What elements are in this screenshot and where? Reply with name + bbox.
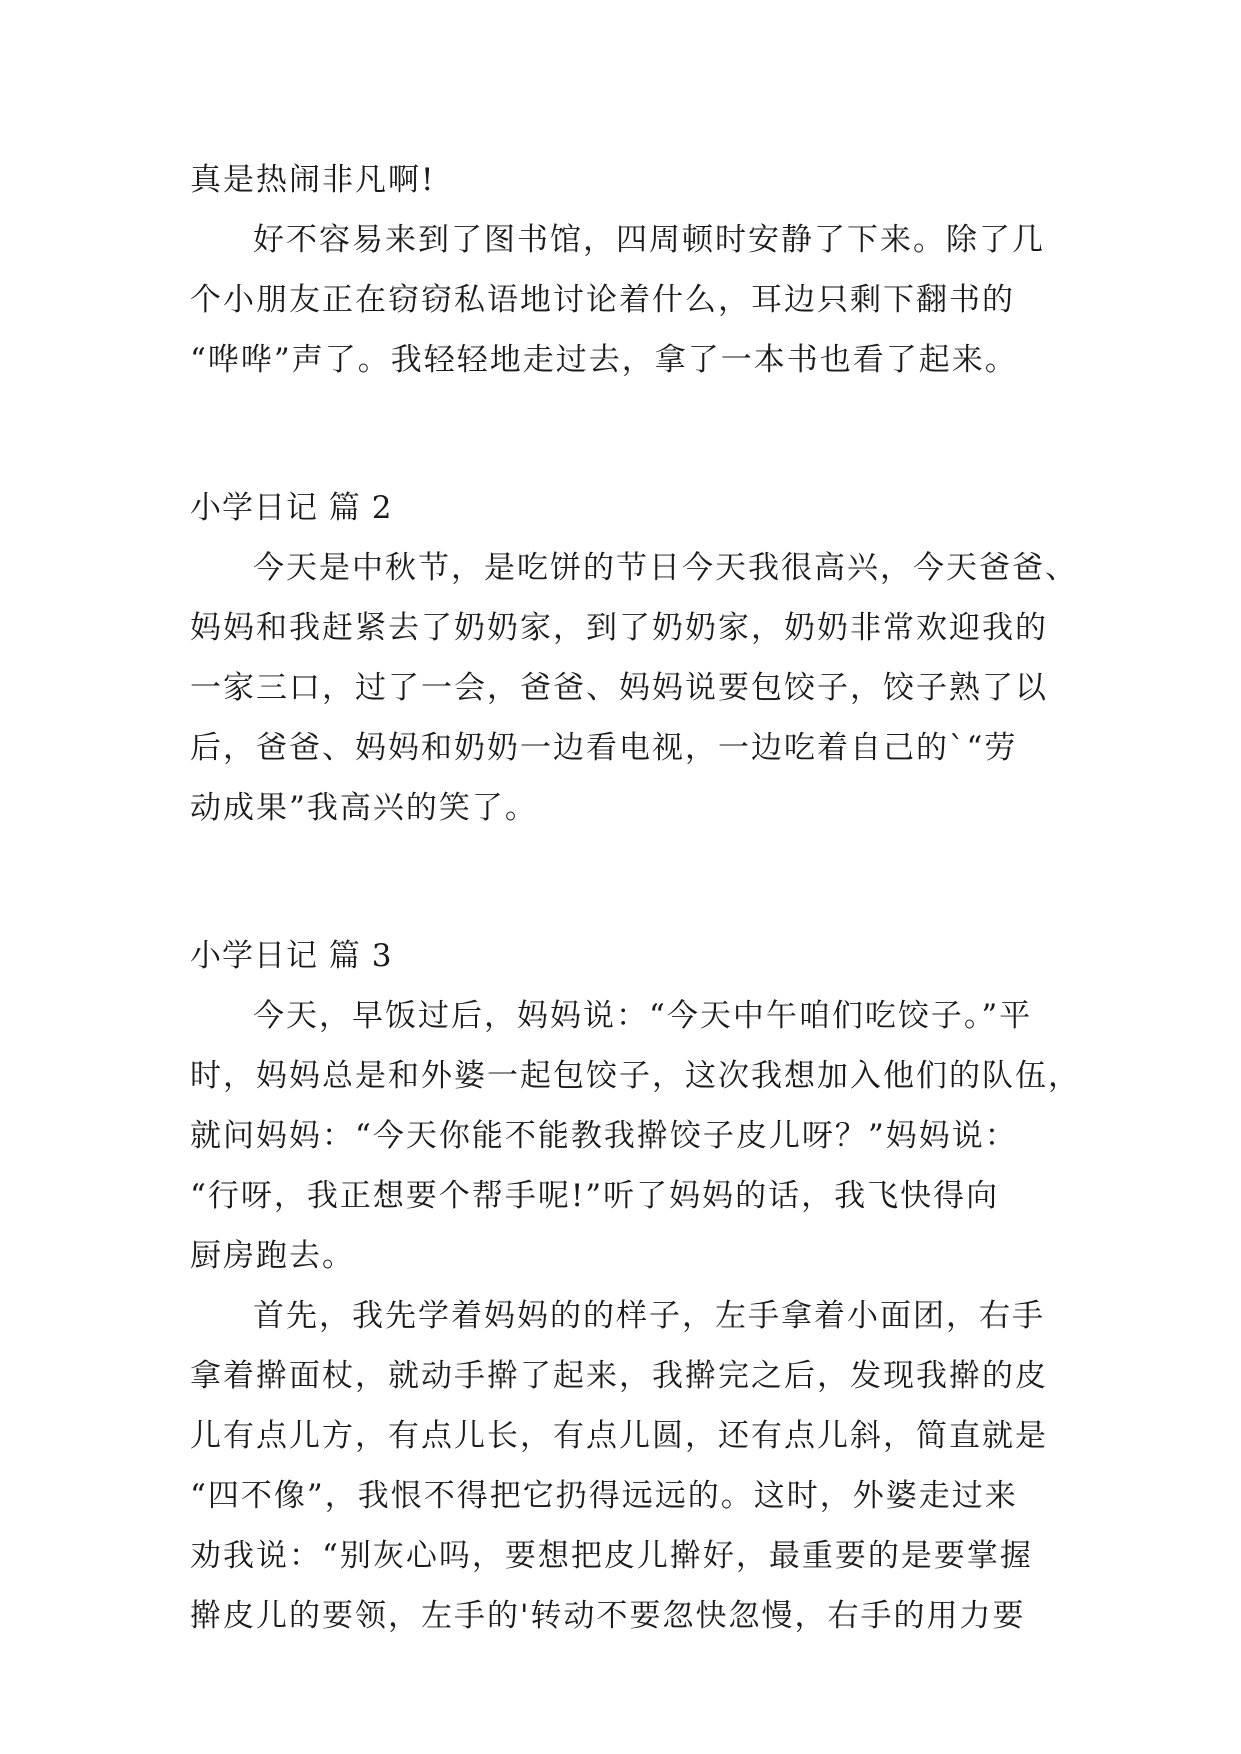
section-gap — [190, 390, 1070, 478]
paragraph-line: “行呀，我正想要个帮手呢!”听了妈妈的话，我飞快得向 — [190, 1178, 1000, 1214]
section-gap — [190, 838, 1070, 926]
section-heading: 小学日记 篇 3 — [190, 938, 393, 974]
paragraph-line: 儿有点儿方，有点儿长，有点儿圆，还有点儿斜，简直就是 — [190, 1418, 1048, 1454]
section-2 — [190, 478, 1078, 838]
paragraph-line: 真是热闹非凡啊! — [190, 162, 436, 198]
paragraph-line: 今天是中秋节，是吃饼的节日今天我很高兴，今天爸爸、 — [253, 550, 1078, 586]
section-heading: 小学日记 篇 2 — [190, 490, 393, 526]
paragraph-line: “四不像”，我恨不得把它扔得远远的。这时，外婆走过来 — [190, 1478, 1018, 1514]
paragraph-line: 首先，我先学着妈妈的的样子，左手拿着小面团，右手 — [253, 1298, 1045, 1334]
paragraph-line: “哗哗”声了。我轻轻地走过去，拿了一本书也看了起来。 — [190, 342, 1018, 378]
paragraph-line: 就问妈妈：“今天你能不能教我擀饺子皮儿呀？”妈妈说： — [190, 1118, 1018, 1154]
document-page — [190, 150, 1081, 1646]
paragraph-line: 好不容易来到了图书馆，四周顿时安静了下来。除了几 — [253, 222, 1045, 258]
section-1 — [190, 150, 1070, 390]
paragraph-line: 擀皮儿的要领，左手的'转动不要忽快忽慢，右手的用力要 — [190, 1598, 1026, 1634]
paragraph-line: 时，妈妈总是和外婆一起包饺子，这次我想加入他们的队伍， — [190, 1058, 1081, 1094]
paragraph-line: 今天，早饭过后，妈妈说：“今天中午咱们吃饺子。”平 — [253, 998, 1033, 1034]
section-3 — [190, 926, 1081, 1646]
paragraph-line: 妈妈和我赶紧去了奶奶家，到了奶奶家，奶奶非常欢迎我的 — [190, 610, 1048, 646]
paragraph-line: 动成果”我高兴的笑了。 — [190, 790, 538, 826]
paragraph-line: 后，爸爸、妈妈和奶奶一边看电视，一边吃着自己的`“劳 — [190, 730, 1018, 766]
paragraph-line: 拿着擀面杖，就动手擀了起来，我擀完之后，发现我擀的皮 — [190, 1358, 1048, 1394]
paragraph-line: 个小朋友正在窃窃私语地讨论着什么，耳边只剩下翻书的 — [190, 282, 1015, 318]
paragraph-line: 劝我说：“别灰心吗，要想把皮儿擀好，最重要的是要掌握 — [190, 1538, 1033, 1574]
paragraph-line: 一家三口，过了一会，爸爸、妈妈说要包饺子，饺子熟了以 — [190, 670, 1048, 706]
paragraph-line: 厨房跑去。 — [190, 1238, 355, 1274]
